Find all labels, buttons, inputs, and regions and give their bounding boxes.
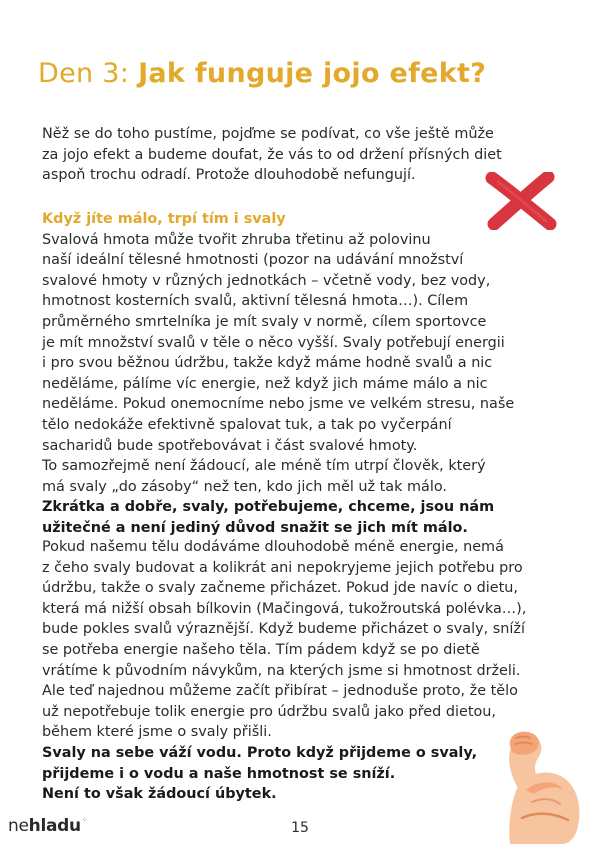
section-line: během které jsme o svaly přišli. [42,724,272,741]
section-line: je mít množství svalů v těle o něco vyšší. Svaly potřebují energii [42,334,505,351]
section-line: To samozřejmě není žádoucí, ale méně tím utrpí člověk, který [42,458,486,475]
section-energy [42,537,562,805]
section-line: neděláme. Pokud onemocníme nebo jsme ve velkém stresu, naše [42,396,515,413]
intro-line: za jojo efekt a budeme doufat, že vás to od držení přísných diet [42,146,502,163]
section-line: má svaly „do zásoby“ než ten, kdo jich měl už tak málo. [42,478,447,495]
section-line: bude pokles svalů výraznější. Když budeme přicházet o svaly, sníží [42,621,525,638]
section-line: se potřeba energie našeho těla. Tím pádem když se po dietě [42,641,480,658]
section-line: z čeho svaly budovat a kolikrát ani nepokryjeme jejich potřebu pro [42,559,523,576]
section-line: neděláme, pálíme víc energie, než když jich máme málo a nic [42,375,488,392]
section-muscles [42,209,562,539]
page-title [38,58,486,89]
section-line: průměrného smrtelníka je mít svaly v normě, cílem sportovce [42,313,487,330]
section-line: sacharidů bude spotřebovávat i část svalové hmoty. [42,437,418,454]
section-line: Pokud našemu tělu dodáváme dlouhodobě méně energie, nemá [42,539,504,555]
section-line: naší ideální tělesné hmotnosti (pozor na udávání množství [42,252,464,269]
section-line: Svalová hmota může tvořit zhruba třetinu až polovinu [42,231,431,248]
intro-line: aspoň trochu odradí. Protože dlouhodobě nefungují. [42,167,416,184]
section-line: svalové hmoty v různých jednotkách – včetně vody, bez vody, [42,272,491,289]
logo-bold-text: hladu [28,816,81,836]
section-line: hmotnost kosterních svalů, aktivní tělesná hmota…). Cílem [42,293,469,310]
section-line: už nepotřebuje tolik energie pro údržbu svalů jako před dietou, [42,703,496,720]
page-title-prefix: Den 3: [38,58,139,89]
section-bold-line: Zkrátka a dobře, svaly, potřebujeme, chceme, jsou nám [42,499,495,516]
page-number: 15 [291,820,309,836]
section-bold-line: užitečné a není jediný důvod snažit se jich mít málo. [42,519,468,536]
section-line: tělo nedokáže efektivně spalovat tuk, a tak po vyčerpání [42,416,452,433]
section-bold-line: Svaly na sebe váží vodu. Proto když přijdeme o svaly, [42,744,478,761]
page-title-main: Jak funguje jojo efekt? [138,58,487,89]
logo-dots-icon: ⁘ [81,816,88,824]
section-bold-line: Není to však žádoucí úbytek. [42,786,277,803]
section-line: vrátíme k původním návykům, na kterých jsme si hmotnost drželi. [42,662,521,679]
intro-line: Něž se do toho pustíme, pojďme se podívat, co vše ještě může [42,126,494,142]
section-heading: Když jíte málo, trpí tím i svaly [42,211,286,227]
section-bold-line: přijdeme i o vodu a naše hmotnost se sníží. [42,765,396,782]
section-line: která má nižší obsah bílkovin (Mačingová, tukožroutská polévka…), [42,600,527,617]
section-line: údržbu, takže o svaly začneme přicházet. Pokud jde navíc o dietu, [42,580,518,597]
logo-light-text: ne [8,816,29,836]
section-line: i pro svou běžnou údržbu, takže když máme hodně svalů a nic [42,355,493,372]
section-line: Ale teď najednou můžeme začít přibírat – jednoduše proto, že tělo [42,683,518,700]
